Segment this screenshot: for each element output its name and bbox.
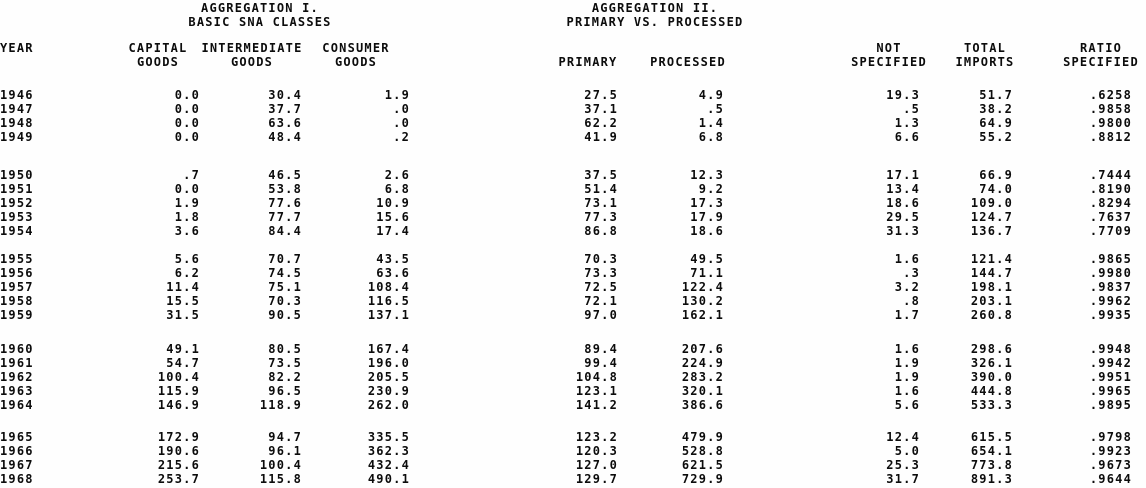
- cell-year: 1966: [0, 444, 34, 458]
- cell-ratio-specified: .8190: [1089, 182, 1132, 196]
- table-row: [0, 458, 1146, 472]
- cell-consumer-goods: 17.4: [376, 224, 410, 238]
- column-header-not-specified-line1: NOT: [876, 41, 902, 55]
- cell-not-specified: .5: [903, 102, 920, 116]
- cell-consumer-goods: 1.9: [384, 88, 410, 102]
- cell-total-imports: 654.1: [970, 444, 1013, 458]
- cell-consumer-goods: 262.0: [367, 398, 410, 412]
- cell-processed: 621.5: [681, 458, 724, 472]
- cell-capital-goods: 215.6: [157, 458, 200, 472]
- cell-year: 1951: [0, 182, 34, 196]
- cell-year: 1965: [0, 430, 34, 444]
- cell-processed: 122.4: [681, 280, 724, 294]
- cell-year: 1959: [0, 308, 34, 322]
- cell-processed: 224.9: [681, 356, 724, 370]
- cell-not-specified: 1.6: [894, 342, 920, 356]
- cell-capital-goods: 5.6: [174, 252, 200, 266]
- cell-primary: 37.5: [584, 168, 618, 182]
- cell-not-specified: 29.5: [886, 210, 920, 224]
- cell-consumer-goods: 205.5: [367, 370, 410, 384]
- cell-ratio-specified: .9895: [1089, 398, 1132, 412]
- cell-not-specified: .3: [903, 266, 920, 280]
- cell-capital-goods: 49.1: [166, 342, 200, 356]
- cell-capital-goods: 15.5: [166, 294, 200, 308]
- cell-intermediate-goods: 80.5: [268, 342, 302, 356]
- cell-ratio-specified: .8294: [1089, 196, 1132, 210]
- cell-primary: 86.8: [584, 224, 618, 238]
- cell-capital-goods: .7: [183, 168, 200, 182]
- table-row: [0, 472, 1146, 486]
- cell-consumer-goods: 116.5: [367, 294, 410, 308]
- cell-ratio-specified: .9798: [1089, 430, 1132, 444]
- cell-intermediate-goods: 48.4: [268, 130, 302, 144]
- cell-primary: 127.0: [575, 458, 618, 472]
- cell-consumer-goods: 15.6: [376, 210, 410, 224]
- cell-consumer-goods: .0: [393, 102, 410, 116]
- cell-intermediate-goods: 96.1: [268, 444, 302, 458]
- cell-total-imports: 64.9: [979, 116, 1013, 130]
- cell-processed: 386.6: [681, 398, 724, 412]
- table-row: [0, 116, 1146, 130]
- cell-intermediate-goods: 74.5: [268, 266, 302, 280]
- cell-total-imports: 109.0: [970, 196, 1013, 210]
- cell-ratio-specified: .9865: [1089, 252, 1132, 266]
- cell-intermediate-goods: 118.9: [259, 398, 302, 412]
- cell-primary: 141.2: [575, 398, 618, 412]
- cell-total-imports: 203.1: [970, 294, 1013, 308]
- cell-processed: 17.3: [690, 196, 724, 210]
- cell-consumer-goods: 6.8: [384, 182, 410, 196]
- cell-intermediate-goods: 96.5: [268, 384, 302, 398]
- cell-primary: 73.3: [584, 266, 618, 280]
- cell-processed: 49.5: [690, 252, 724, 266]
- cell-processed: 18.6: [690, 224, 724, 238]
- cell-processed: 6.8: [698, 130, 724, 144]
- cell-processed: 4.9: [698, 88, 724, 102]
- cell-total-imports: 124.7: [970, 210, 1013, 224]
- cell-year: 1947: [0, 102, 34, 116]
- cell-capital-goods: 0.0: [174, 182, 200, 196]
- cell-intermediate-goods: 82.2: [268, 370, 302, 384]
- cell-year: 1957: [0, 280, 34, 294]
- cell-consumer-goods: 362.3: [367, 444, 410, 458]
- cell-consumer-goods: 196.0: [367, 356, 410, 370]
- cell-primary: 123.1: [575, 384, 618, 398]
- cell-primary: 70.3: [584, 252, 618, 266]
- column-header-ratio-specified-line1: RATIO: [1079, 41, 1123, 55]
- table-row: [0, 168, 1146, 182]
- table-row: [0, 444, 1146, 458]
- cell-capital-goods: 115.9: [157, 384, 200, 398]
- table-row: [0, 384, 1146, 398]
- cell-intermediate-goods: 70.3: [268, 294, 302, 308]
- table-row: [0, 342, 1146, 356]
- cell-primary: 129.7: [575, 472, 618, 486]
- cell-primary: 77.3: [584, 210, 618, 224]
- table-row: [0, 210, 1146, 224]
- cell-year: 1955: [0, 252, 34, 266]
- cell-ratio-specified: .9923: [1089, 444, 1132, 458]
- cell-not-specified: 13.4: [886, 182, 920, 196]
- cell-intermediate-goods: 75.1: [268, 280, 302, 294]
- table-row: [0, 356, 1146, 370]
- cell-primary: 73.1: [584, 196, 618, 210]
- table-row: [0, 224, 1146, 238]
- cell-primary: 72.1: [584, 294, 618, 308]
- table-row: [0, 266, 1146, 280]
- cell-not-specified: 1.9: [894, 356, 920, 370]
- column-header-primary: PRIMARY: [558, 55, 618, 69]
- table-row: [0, 280, 1146, 294]
- aggregation-2-subtitle: PRIMARY VS. PROCESSED: [566, 15, 744, 29]
- cell-consumer-goods: 432.4: [367, 458, 410, 472]
- cell-processed: 729.9: [681, 472, 724, 486]
- column-header-intermediate-line2: GOODS: [230, 55, 274, 69]
- cell-processed: 9.2: [698, 182, 724, 196]
- cell-primary: 123.2: [575, 430, 618, 444]
- cell-primary: 41.9: [584, 130, 618, 144]
- cell-total-imports: 773.8: [970, 458, 1013, 472]
- cell-capital-goods: 11.4: [166, 280, 200, 294]
- cell-ratio-specified: .9800: [1089, 116, 1132, 130]
- column-header-consumer-line1: CONSUMER: [322, 41, 390, 55]
- cell-capital-goods: 0.0: [174, 116, 200, 130]
- cell-intermediate-goods: 90.5: [268, 308, 302, 322]
- cell-not-specified: 1.9: [894, 370, 920, 384]
- cell-intermediate-goods: 53.8: [268, 182, 302, 196]
- cell-intermediate-goods: 77.6: [268, 196, 302, 210]
- cell-total-imports: 891.3: [970, 472, 1013, 486]
- cell-total-imports: 326.1: [970, 356, 1013, 370]
- cell-consumer-goods: 108.4: [367, 280, 410, 294]
- cell-ratio-specified: .9980: [1089, 266, 1132, 280]
- cell-consumer-goods: 43.5: [376, 252, 410, 266]
- cell-consumer-goods: 490.1: [367, 472, 410, 486]
- cell-processed: 320.1: [681, 384, 724, 398]
- cell-year: 1946: [0, 88, 34, 102]
- cell-capital-goods: 1.9: [174, 196, 200, 210]
- cell-year: 1967: [0, 458, 34, 472]
- cell-capital-goods: 54.7: [166, 356, 200, 370]
- table-row: [0, 252, 1146, 266]
- column-header-intermediate-line1: INTERMEDIATE: [201, 41, 303, 55]
- cell-intermediate-goods: 115.8: [259, 472, 302, 486]
- cell-year: 1963: [0, 384, 34, 398]
- cell-not-specified: 1.3: [894, 116, 920, 130]
- cell-not-specified: 31.7: [886, 472, 920, 486]
- column-header-processed: PROCESSED: [650, 55, 726, 69]
- cell-consumer-goods: 137.1: [367, 308, 410, 322]
- column-header-capital-line1: CAPITAL: [128, 41, 188, 55]
- cell-primary: 27.5: [584, 88, 618, 102]
- cell-not-specified: 1.7: [894, 308, 920, 322]
- cell-total-imports: 444.8: [970, 384, 1013, 398]
- cell-capital-goods: 190.6: [157, 444, 200, 458]
- cell-total-imports: 74.0: [979, 182, 1013, 196]
- cell-ratio-specified: .9965: [1089, 384, 1132, 398]
- cell-primary: 37.1: [584, 102, 618, 116]
- cell-total-imports: 144.7: [970, 266, 1013, 280]
- aggregation-1-subtitle: BASIC SNA CLASSES: [188, 15, 332, 29]
- cell-total-imports: 615.5: [970, 430, 1013, 444]
- column-header-consumer-line2: GOODS: [334, 55, 378, 69]
- column-header-total-imports-line2: IMPORTS: [955, 55, 1015, 69]
- cell-primary: 51.4: [584, 182, 618, 196]
- cell-consumer-goods: 230.9: [367, 384, 410, 398]
- cell-year: 1960: [0, 342, 34, 356]
- cell-primary: 120.3: [575, 444, 618, 458]
- cell-year: 1968: [0, 472, 34, 486]
- cell-intermediate-goods: 77.7: [268, 210, 302, 224]
- table-row: [0, 102, 1146, 116]
- cell-capital-goods: 1.8: [174, 210, 200, 224]
- cell-intermediate-goods: 84.4: [268, 224, 302, 238]
- cell-primary: 97.0: [584, 308, 618, 322]
- cell-ratio-specified: .7637: [1089, 210, 1132, 224]
- cell-primary: 62.2: [584, 116, 618, 130]
- cell-ratio-specified: .9837: [1089, 280, 1132, 294]
- table-row: [0, 308, 1146, 322]
- cell-capital-goods: 146.9: [157, 398, 200, 412]
- cell-year: 1961: [0, 356, 34, 370]
- cell-intermediate-goods: 70.7: [268, 252, 302, 266]
- cell-year: 1948: [0, 116, 34, 130]
- cell-processed: 479.9: [681, 430, 724, 444]
- cell-year: 1954: [0, 224, 34, 238]
- cell-not-specified: 1.6: [894, 252, 920, 266]
- cell-primary: 72.5: [584, 280, 618, 294]
- cell-not-specified: .8: [903, 294, 920, 308]
- cell-processed: 1.4: [698, 116, 724, 130]
- cell-intermediate-goods: 94.7: [268, 430, 302, 444]
- cell-ratio-specified: .9948: [1089, 342, 1132, 356]
- cell-not-specified: 5.0: [894, 444, 920, 458]
- cell-intermediate-goods: 63.6: [268, 116, 302, 130]
- cell-processed: 283.2: [681, 370, 724, 384]
- cell-ratio-specified: .7444: [1089, 168, 1132, 182]
- cell-not-specified: 12.4: [886, 430, 920, 444]
- cell-primary: 99.4: [584, 356, 618, 370]
- cell-not-specified: 31.3: [886, 224, 920, 238]
- cell-total-imports: 390.0: [970, 370, 1013, 384]
- cell-processed: 71.1: [690, 266, 724, 280]
- cell-consumer-goods: .2: [393, 130, 410, 144]
- table-row: [0, 196, 1146, 210]
- cell-processed: 162.1: [681, 308, 724, 322]
- cell-consumer-goods: .0: [393, 116, 410, 130]
- cell-intermediate-goods: 30.4: [268, 88, 302, 102]
- cell-intermediate-goods: 73.5: [268, 356, 302, 370]
- cell-capital-goods: 31.5: [166, 308, 200, 322]
- cell-processed: 528.8: [681, 444, 724, 458]
- table-row: [0, 182, 1146, 196]
- cell-year: 1952: [0, 196, 34, 210]
- column-header-year: YEAR: [0, 41, 34, 55]
- cell-total-imports: 66.9: [979, 168, 1013, 182]
- cell-not-specified: 5.6: [894, 398, 920, 412]
- cell-ratio-specified: .6258: [1089, 88, 1132, 102]
- cell-intermediate-goods: 37.7: [268, 102, 302, 116]
- cell-not-specified: 25.3: [886, 458, 920, 472]
- cell-ratio-specified: .9935: [1089, 308, 1132, 322]
- cell-processed: .5: [707, 102, 724, 116]
- cell-not-specified: 3.2: [894, 280, 920, 294]
- cell-ratio-specified: .7709: [1089, 224, 1132, 238]
- cell-year: 1950: [0, 168, 34, 182]
- cell-intermediate-goods: 100.4: [259, 458, 302, 472]
- cell-capital-goods: 253.7: [157, 472, 200, 486]
- cell-not-specified: 6.6: [894, 130, 920, 144]
- aggregation-1-title: AGGREGATION I.: [201, 1, 319, 15]
- cell-year: 1956: [0, 266, 34, 280]
- table-row: [0, 294, 1146, 308]
- cell-total-imports: 298.6: [970, 342, 1013, 356]
- cell-ratio-specified: .9962: [1089, 294, 1132, 308]
- cell-total-imports: 533.3: [970, 398, 1013, 412]
- table-row: [0, 88, 1146, 102]
- cell-capital-goods: 6.2: [174, 266, 200, 280]
- column-header-total-imports-line1: TOTAL: [963, 41, 1007, 55]
- cell-capital-goods: 0.0: [174, 102, 200, 116]
- column-header-capital-line2: GOODS: [136, 55, 180, 69]
- cell-primary: 89.4: [584, 342, 618, 356]
- cell-total-imports: 260.8: [970, 308, 1013, 322]
- cell-processed: 12.3: [690, 168, 724, 182]
- cell-consumer-goods: 63.6: [376, 266, 410, 280]
- cell-processed: 130.2: [681, 294, 724, 308]
- cell-consumer-goods: 10.9: [376, 196, 410, 210]
- cell-not-specified: 1.6: [894, 384, 920, 398]
- cell-processed: 17.9: [690, 210, 724, 224]
- cell-capital-goods: 100.4: [157, 370, 200, 384]
- cell-not-specified: 18.6: [886, 196, 920, 210]
- cell-consumer-goods: 2.6: [384, 168, 410, 182]
- cell-capital-goods: 172.9: [157, 430, 200, 444]
- cell-ratio-specified: .9942: [1089, 356, 1132, 370]
- cell-total-imports: 55.2: [979, 130, 1013, 144]
- cell-capital-goods: 3.6: [174, 224, 200, 238]
- column-header-not-specified-line2: SPECIFIED: [851, 55, 927, 69]
- cell-total-imports: 136.7: [970, 224, 1013, 238]
- cell-intermediate-goods: 46.5: [268, 168, 302, 182]
- table-row: [0, 398, 1146, 412]
- cell-consumer-goods: 167.4: [367, 342, 410, 356]
- cell-ratio-specified: .9673: [1089, 458, 1132, 472]
- cell-capital-goods: 0.0: [174, 130, 200, 144]
- cell-year: 1962: [0, 370, 34, 384]
- table-row: [0, 130, 1146, 144]
- cell-primary: 104.8: [575, 370, 618, 384]
- cell-total-imports: 198.1: [970, 280, 1013, 294]
- cell-year: 1953: [0, 210, 34, 224]
- cell-year: 1958: [0, 294, 34, 308]
- cell-ratio-specified: .9644: [1089, 472, 1132, 486]
- cell-capital-goods: 0.0: [174, 88, 200, 102]
- column-header-ratio-specified-line2: SPECIFIED: [1063, 55, 1139, 69]
- table-row: [0, 370, 1146, 384]
- cell-processed: 207.6: [681, 342, 724, 356]
- aggregation-2-title: AGGREGATION II.: [591, 1, 719, 15]
- cell-not-specified: 19.3: [886, 88, 920, 102]
- cell-ratio-specified: .9951: [1089, 370, 1132, 384]
- cell-year: 1949: [0, 130, 34, 144]
- table-row: [0, 430, 1146, 444]
- cell-ratio-specified: .9858: [1089, 102, 1132, 116]
- cell-total-imports: 51.7: [979, 88, 1013, 102]
- cell-consumer-goods: 335.5: [367, 430, 410, 444]
- cell-not-specified: 17.1: [886, 168, 920, 182]
- cell-total-imports: 121.4: [970, 252, 1013, 266]
- cell-year: 1964: [0, 398, 34, 412]
- cell-ratio-specified: .8812: [1089, 130, 1132, 144]
- cell-total-imports: 38.2: [979, 102, 1013, 116]
